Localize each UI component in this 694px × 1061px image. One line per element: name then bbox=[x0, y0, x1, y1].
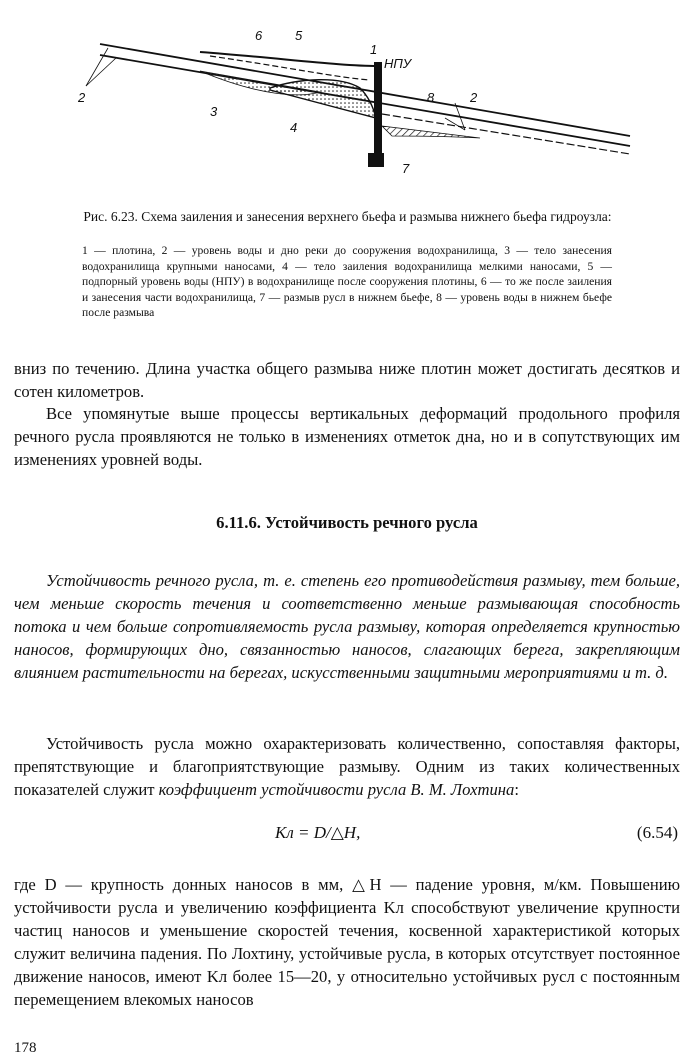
page-number: 178 bbox=[14, 1040, 37, 1056]
label-8: 8 bbox=[427, 90, 435, 105]
dam-foundation bbox=[368, 153, 384, 167]
paragraph-2-text: Все упомянутые выше процессы вертикальных деформаций продольного профиля речного русла проявляются не только в изменениях отметок дна, но и в сопутствующих им изменениях уровней воды. bbox=[14, 404, 680, 469]
label-npu: НПУ bbox=[384, 56, 412, 71]
label-4: 4 bbox=[290, 120, 298, 135]
label-3: 3 bbox=[210, 104, 218, 119]
paragraph-3-text: Устойчивость речного русла, т. е. степень его противодействия размыву, тем больше, чем меньше скорость течения и соответственно меньше размывающая способность потока и чем больше сопротивляемость русла размыву, которая определяется крупностью наносов, формирующих дно, связанностью наносов, слагающих берега, закрепляющим влиянием растительности на берегах, искусственными защитными мероприятиями и т. д. bbox=[14, 571, 680, 682]
section-heading: 6.11.6. Устойчивость речного русла bbox=[216, 513, 478, 532]
water-level-line bbox=[100, 44, 630, 136]
paragraph-4-term: коэффициент устойчивости русла В. М. Лохтина bbox=[158, 780, 515, 799]
fine-silt-body bbox=[270, 80, 376, 118]
figure-caption-legend: 1 — плотина, 2 — уровень воды и дно реки до сооружения водохранилища, 3 — тело занесения водохранилища крупными наносами, 4 — тело заиления водохранилища мелкими наносами, 5 — подпорный уровень воды (НПУ) в водохранилище после сооружения плотины, 6 — то же после заиления и занесения части водохранилища, 7 — размыв русл в нижнем бьефе, 8 — уровень воды в нижнем бьефе после размыва bbox=[82, 244, 612, 320]
paragraph-5: где D — крупность донных наносов в мм, △H — падение уровня, м/км. Повышению устойчивости русла и увеличению коэффициента Kл способствуют увеличение крупности частиц наносов и уменьшение скоростей течения, косвенной характеристикой которых служит величина падения. По Лохтину, устойчивые русла, в которых отсутствует постоянное движение наносов, имеют Kл более 15—20, у относительно устойчивых русл с постоянным перемещением влекомых наносов bbox=[14, 875, 680, 1009]
npu-level-line bbox=[200, 52, 378, 66]
label-2-left: 2 bbox=[78, 90, 86, 105]
paragraph-3 bbox=[14, 569, 680, 684]
label-7: 7 bbox=[402, 161, 410, 176]
paragraph-4-colon: : bbox=[514, 780, 519, 799]
formula-number: (6.54) bbox=[636, 823, 678, 842]
formula-line bbox=[0, 823, 694, 851]
riverbed-profile-diagram bbox=[60, 18, 660, 208]
label-6: 6 bbox=[255, 28, 263, 43]
paragraph-4-text: Устойчивость русла можно охарактеризовать количественно, сопоставляя факторы, препятствующие и благоприятствующие размыву. Одним из таких количественных показателей служит bbox=[14, 734, 680, 799]
label-5: 5 bbox=[295, 28, 303, 43]
label-2-right: 2 bbox=[470, 90, 478, 105]
figure-diagram bbox=[60, 18, 660, 208]
formula: Kл = D/△H, bbox=[275, 823, 361, 842]
paragraph-4 bbox=[14, 732, 680, 801]
dam bbox=[374, 62, 382, 162]
figure-caption-title: Рис. 6.23. Схема заиления и занесения верхнего бьефа и размыва нижнего бьефа гидроузла: bbox=[83, 209, 612, 224]
paragraph-2 bbox=[14, 402, 680, 471]
label-1: 1 bbox=[370, 42, 378, 57]
paragraph-1: вниз по течению. Длина участка общего размыва ниже плотин может достигать десятков и сотен километров. bbox=[14, 359, 680, 401]
